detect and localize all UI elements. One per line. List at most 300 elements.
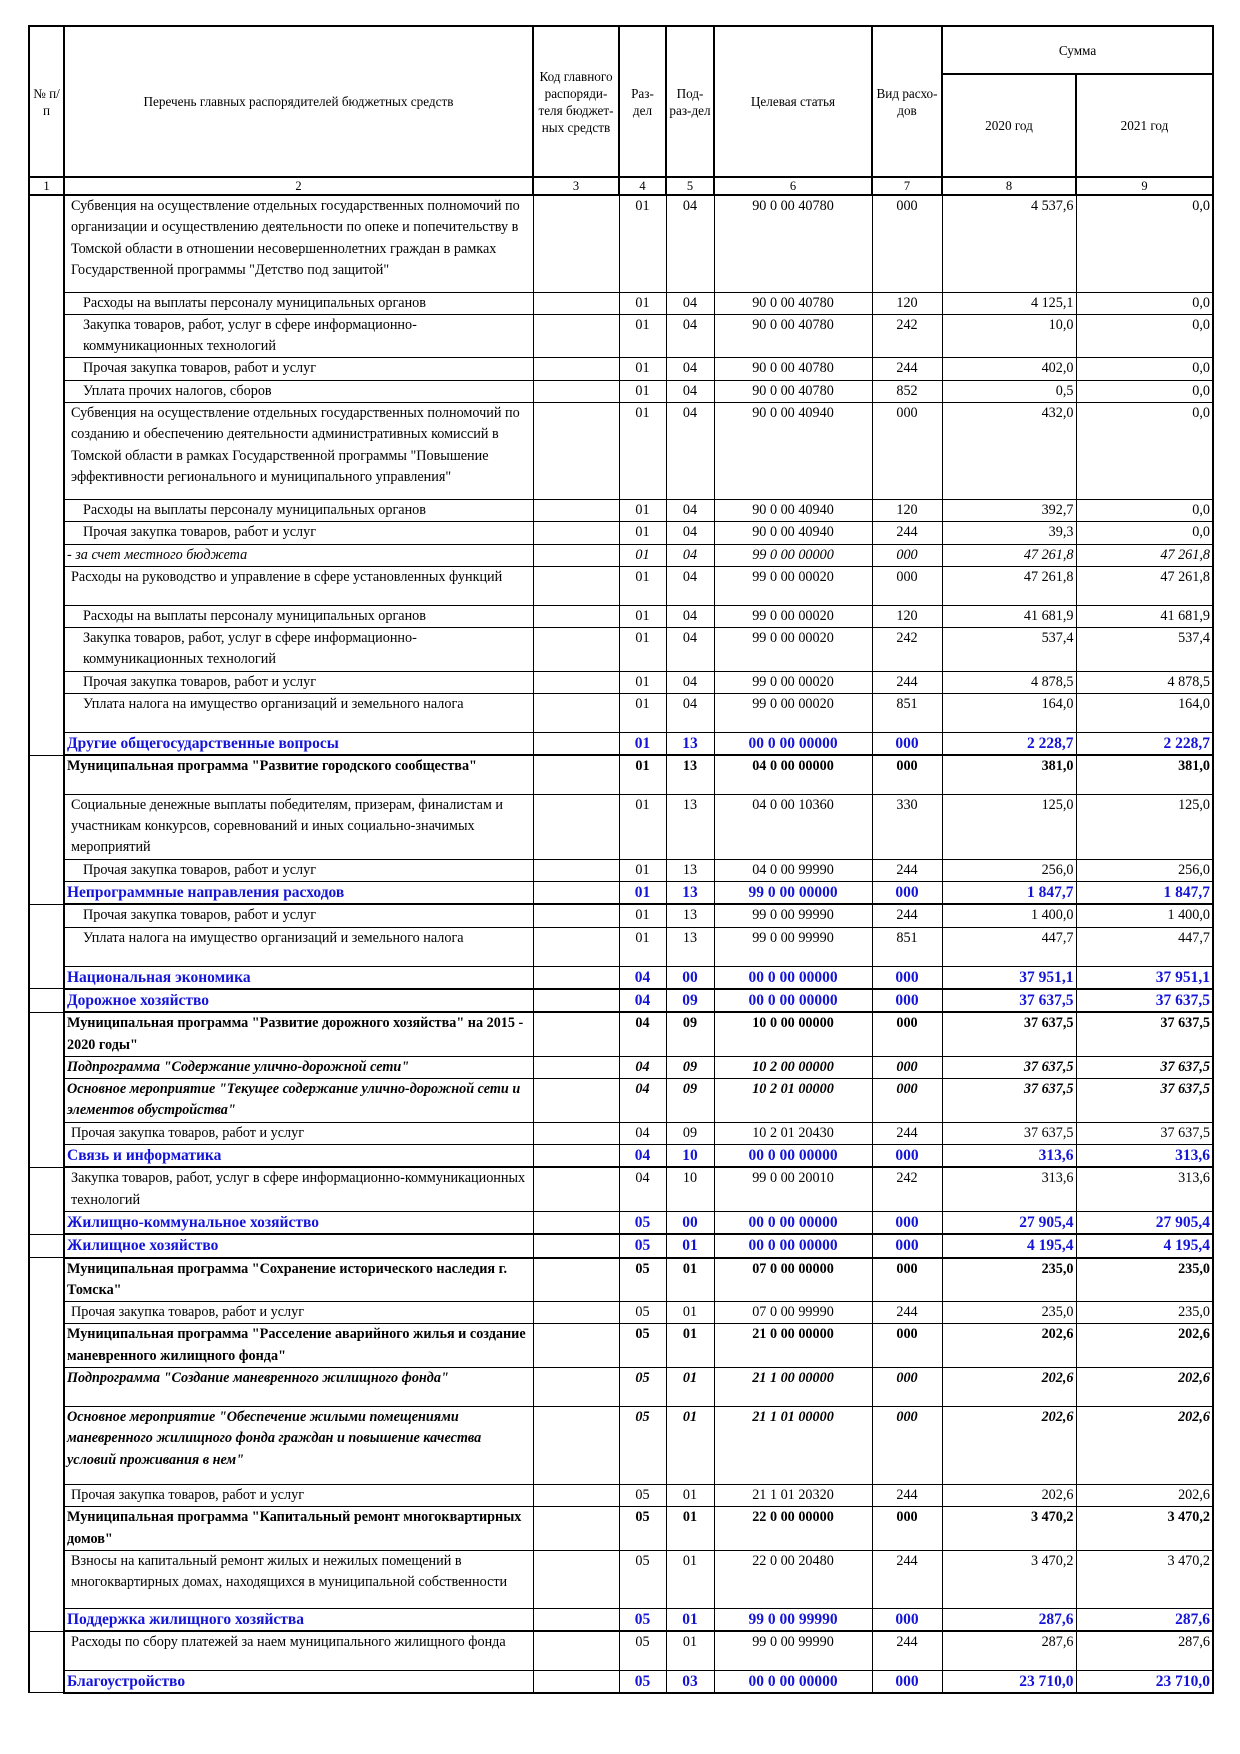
row-2021-cell: 0,0 [1076,358,1213,380]
row-vid-cell: 244 [872,358,942,380]
row-razdel-cell: 05 [619,1367,666,1406]
row-number-cell [29,1302,64,1324]
column-number: 8 [942,177,1076,195]
row-2020-cell: 256,0 [942,859,1076,881]
row-razdel-cell: 01 [619,904,666,927]
table-row [29,566,1213,605]
header-col-vid: Вид расхо-дов [872,26,942,177]
row-podrazdel-cell: 01 [666,1608,714,1631]
row-vid-cell: 000 [872,1507,942,1551]
row-code-cell [533,1507,619,1551]
row-razdel-cell: 01 [619,314,666,358]
row-2020-cell: 2 228,7 [942,733,1076,756]
header-col-target: Целевая статья [714,26,872,177]
row-number-cell [29,499,64,521]
row-code-cell [533,927,619,966]
row-razdel-cell: 01 [619,380,666,402]
row-vid-cell: 244 [872,522,942,544]
row-target-cell: 10 2 01 00000 [714,1079,872,1123]
row-number-cell [29,292,64,314]
row-razdel-cell: 01 [619,195,666,292]
row-podrazdel-cell: 13 [666,859,714,881]
row-code-cell [533,1608,619,1631]
row-2020-cell: 47 261,8 [942,544,1076,566]
header-col-2020: 2020 год [942,74,1076,177]
row-2020-cell: 4 878,5 [942,671,1076,693]
row-2020-cell: 4 537,6 [942,195,1076,292]
row-podrazdel-cell: 01 [666,1484,714,1506]
row-razdel-cell: 05 [619,1507,666,1551]
row-code-cell [533,1484,619,1506]
header-col-number: № п/п [29,26,64,177]
row-razdel-cell: 05 [619,1406,666,1484]
row-podrazdel-cell: 00 [666,966,714,989]
table-row [29,1550,1213,1608]
row-razdel-cell: 01 [619,733,666,756]
row-vid-cell: 244 [872,1484,942,1506]
row-name-cell: Прочая закупка товаров, работ и услуг [64,358,533,380]
row-number-cell [29,402,64,499]
table-row [29,904,1213,927]
row-podrazdel-cell: 09 [666,1056,714,1078]
row-2021-cell: 37 951,1 [1076,966,1213,989]
row-vid-cell: 000 [872,1234,942,1257]
row-vid-cell: 000 [872,195,942,292]
row-vid-cell: 244 [872,1122,942,1144]
row-number-cell [29,1670,64,1693]
row-code-cell [533,1367,619,1406]
row-name-cell: Муниципальная программа "Развитие городского сообщества" [64,755,533,794]
budget-table [28,25,1214,1694]
row-2020-cell: 1 847,7 [942,882,1076,905]
row-razdel-cell: 01 [619,882,666,905]
table-row [29,966,1213,989]
row-target-cell: 99 0 00 00020 [714,566,872,605]
row-number-cell [29,1234,64,1257]
row-podrazdel-cell: 04 [666,694,714,733]
row-code-cell [533,1079,619,1123]
row-razdel-cell: 04 [619,989,666,1012]
row-name-cell: - за счет местного бюджета [64,544,533,566]
row-number-cell [29,1484,64,1506]
header-col-razdel: Раз-дел [619,26,666,177]
row-podrazdel-cell: 04 [666,358,714,380]
row-target-cell: 07 0 00 99990 [714,1302,872,1324]
row-2020-cell: 39,3 [942,522,1076,544]
row-2020-cell: 447,7 [942,927,1076,966]
row-2021-cell: 27 905,4 [1076,1211,1213,1234]
row-vid-cell: 000 [872,1258,942,1302]
row-number-cell [29,628,64,672]
row-2020-cell: 202,6 [942,1484,1076,1506]
row-razdel-cell: 04 [619,1012,666,1056]
row-name-cell: Прочая закупка товаров, работ и услуг [64,671,533,693]
row-code-cell [533,882,619,905]
row-name-cell: Связь и информатика [64,1145,533,1168]
row-2020-cell: 0,5 [942,380,1076,402]
row-vid-cell: 000 [872,1367,942,1406]
row-code-cell [533,1258,619,1302]
row-2021-cell: 125,0 [1076,794,1213,859]
row-podrazdel-cell: 13 [666,794,714,859]
row-podrazdel-cell: 01 [666,1406,714,1484]
row-code-cell [533,966,619,989]
row-razdel-cell: 01 [619,402,666,499]
row-vid-cell: 000 [872,882,942,905]
row-2021-cell: 164,0 [1076,694,1213,733]
row-podrazdel-cell: 04 [666,380,714,402]
table-row [29,927,1213,966]
row-target-cell: 10 2 01 20430 [714,1122,872,1144]
row-podrazdel-cell: 04 [666,314,714,358]
row-code-cell [533,1670,619,1693]
row-2021-cell: 37 637,5 [1076,1122,1213,1144]
row-name-cell: Расходы на выплаты персоналу муниципальных органов [64,605,533,627]
row-razdel-cell: 04 [619,1167,666,1211]
row-razdel-cell: 01 [619,859,666,881]
row-name-cell: Прочая закупка товаров, работ и услуг [64,1484,533,1506]
row-name-cell: Непрограммные направления расходов [64,882,533,905]
row-2021-cell: 37 637,5 [1076,1012,1213,1056]
table-row [29,522,1213,544]
header-col-sum: Сумма [942,26,1213,74]
row-name-cell: Муниципальная программа "Сохранение исторического наследия г. Томска" [64,1258,533,1302]
row-podrazdel-cell: 09 [666,1012,714,1056]
row-2021-cell: 47 261,8 [1076,566,1213,605]
row-target-cell: 21 1 01 00000 [714,1406,872,1484]
table-row [29,1670,1213,1693]
row-razdel-cell: 01 [619,544,666,566]
row-podrazdel-cell: 10 [666,1167,714,1211]
row-vid-cell: 242 [872,1167,942,1211]
row-target-cell: 90 0 00 40940 [714,402,872,499]
table-row [29,989,1213,1012]
table-body [29,195,1213,1693]
row-2021-cell: 202,6 [1076,1406,1213,1484]
row-2020-cell: 202,6 [942,1367,1076,1406]
row-2021-cell: 1 400,0 [1076,904,1213,927]
row-2020-cell: 1 400,0 [942,904,1076,927]
table-row [29,1302,1213,1324]
row-razdel-cell: 01 [619,671,666,693]
table-row [29,1631,1213,1670]
row-target-cell: 21 0 00 00000 [714,1324,872,1368]
row-2021-cell: 0,0 [1076,314,1213,358]
row-number-cell [29,1145,64,1168]
row-2021-cell: 202,6 [1076,1367,1213,1406]
row-code-cell [533,1550,619,1608]
row-podrazdel-cell: 04 [666,566,714,605]
row-vid-cell: 000 [872,989,942,1012]
row-vid-cell: 244 [872,859,942,881]
row-number-cell [29,794,64,859]
row-2020-cell: 37 637,5 [942,1056,1076,1078]
row-2021-cell: 0,0 [1076,402,1213,499]
row-2021-cell: 313,6 [1076,1145,1213,1168]
row-2021-cell: 202,6 [1076,1324,1213,1368]
row-name-cell: Закупка товаров, работ, услуг в сфере информационно-коммуникационных технологий [64,314,533,358]
row-name-cell: Основное мероприятие "Обеспечение жилыми помещениями маневренного жилищного фонда граждан и повышение качества условий проживания в нем" [64,1406,533,1484]
row-number-cell [29,966,64,989]
row-podrazdel-cell: 01 [666,1631,714,1670]
row-podrazdel-cell: 13 [666,882,714,905]
row-podrazdel-cell: 01 [666,1507,714,1551]
row-vid-cell: 120 [872,292,942,314]
row-name-cell: Прочая закупка товаров, работ и услуг [64,859,533,881]
row-number-cell [29,904,64,927]
row-vid-cell: 000 [872,1211,942,1234]
row-number-cell [29,1406,64,1484]
table-row [29,1324,1213,1368]
row-number-cell [29,1631,64,1670]
row-number-cell [29,1608,64,1631]
row-name-cell: Взносы на капитальный ремонт жилых и нежилых помещений в многоквартирных домах, находящихся в муниципальной собственности [64,1550,533,1608]
row-razdel-cell: 01 [619,794,666,859]
row-2021-cell: 3 470,2 [1076,1550,1213,1608]
row-target-cell: 22 0 00 20480 [714,1550,872,1608]
row-2020-cell: 202,6 [942,1406,1076,1484]
row-vid-cell: 242 [872,628,942,672]
column-number: 7 [872,177,942,195]
row-razdel-cell: 04 [619,1056,666,1078]
row-razdel-cell: 01 [619,628,666,672]
row-2021-cell: 37 637,5 [1076,989,1213,1012]
row-2021-cell: 0,0 [1076,380,1213,402]
row-razdel-cell: 01 [619,292,666,314]
row-2021-cell: 537,4 [1076,628,1213,672]
row-razdel-cell: 05 [619,1484,666,1506]
row-2020-cell: 3 470,2 [942,1550,1076,1608]
column-number: 2 [64,177,533,195]
row-razdel-cell: 04 [619,1145,666,1168]
row-name-cell: Дорожное хозяйство [64,989,533,1012]
row-vid-cell: 000 [872,402,942,499]
row-name-cell: Подпрограмма "Содержание улично-дорожной сети" [64,1056,533,1078]
row-name-cell: Жилищно-коммунальное хозяйство [64,1211,533,1234]
table-row [29,859,1213,881]
table-row [29,1484,1213,1506]
row-2020-cell: 164,0 [942,694,1076,733]
row-number-cell [29,755,64,794]
row-target-cell: 22 0 00 00000 [714,1507,872,1551]
row-target-cell: 90 0 00 40780 [714,314,872,358]
row-name-cell: Основное мероприятие "Текущее содержание улично-дорожной сети и элементов обустройства" [64,1079,533,1123]
row-name-cell: Прочая закупка товаров, работ и услуг [64,1302,533,1324]
row-podrazdel-cell: 04 [666,522,714,544]
row-name-cell: Социальные денежные выплаты победителям, призерам, финалистам и участникам конкурсов, соревнований и иных социально-значимых мероприятий [64,794,533,859]
row-podrazdel-cell: 01 [666,1234,714,1257]
table-row [29,292,1213,314]
column-number: 1 [29,177,64,195]
row-number-cell [29,1324,64,1368]
row-name-cell: Уплата налога на имущество организаций и земельного налога [64,694,533,733]
row-target-cell: 90 0 00 40780 [714,292,872,314]
row-2021-cell: 313,6 [1076,1167,1213,1211]
row-2021-cell: 4 195,4 [1076,1234,1213,1257]
table-row [29,1012,1213,1056]
row-2020-cell: 287,6 [942,1608,1076,1631]
row-2021-cell: 0,0 [1076,522,1213,544]
row-podrazdel-cell: 13 [666,904,714,927]
row-code-cell [533,402,619,499]
row-podrazdel-cell: 04 [666,195,714,292]
row-2020-cell: 4 195,4 [942,1234,1076,1257]
row-target-cell: 10 2 00 00000 [714,1056,872,1078]
row-2020-cell: 37 637,5 [942,1122,1076,1144]
column-number-row [29,177,1213,195]
row-2020-cell: 27 905,4 [942,1211,1076,1234]
row-razdel-cell: 01 [619,522,666,544]
row-number-cell [29,314,64,358]
row-podrazdel-cell: 04 [666,671,714,693]
row-code-cell [533,1302,619,1324]
row-2021-cell: 37 637,5 [1076,1056,1213,1078]
row-target-cell: 99 0 00 99990 [714,904,872,927]
row-target-cell: 04 0 00 99990 [714,859,872,881]
row-2021-cell: 1 847,7 [1076,882,1213,905]
row-podrazdel-cell: 13 [666,927,714,966]
row-target-cell: 00 0 00 00000 [714,733,872,756]
row-number-cell [29,859,64,881]
row-2021-cell: 2 228,7 [1076,733,1213,756]
row-target-cell: 21 1 01 20320 [714,1484,872,1506]
row-name-cell: Субвенция на осуществление отдельных государственных полномочий по созданию и обеспечению деятельности административных комиссий в Томской области в рамках Государственной программы "Повышение эффективности регионального и муниципального управления" [64,402,533,499]
table-row [29,314,1213,358]
row-target-cell: 99 0 00 99990 [714,1631,872,1670]
table-row [29,671,1213,693]
row-vid-cell: 000 [872,1012,942,1056]
row-vid-cell: 120 [872,605,942,627]
table-row [29,499,1213,521]
row-podrazdel-cell: 13 [666,755,714,794]
table-row [29,694,1213,733]
row-code-cell [533,733,619,756]
row-code-cell [533,1145,619,1168]
row-2020-cell: 37 951,1 [942,966,1076,989]
row-target-cell: 90 0 00 40780 [714,195,872,292]
row-name-cell: Жилищное хозяйство [64,1234,533,1257]
row-target-cell: 21 1 00 00000 [714,1367,872,1406]
row-name-cell: Расходы на руководство и управление в сфере установленных функций [64,566,533,605]
row-podrazdel-cell: 09 [666,1122,714,1144]
row-target-cell: 99 0 00 99990 [714,1608,872,1631]
row-number-cell [29,380,64,402]
row-name-cell: Прочая закупка товаров, работ и услуг [64,904,533,927]
row-code-cell [533,544,619,566]
column-number: 5 [666,177,714,195]
row-2020-cell: 392,7 [942,499,1076,521]
row-2021-cell: 0,0 [1076,499,1213,521]
table-row [29,402,1213,499]
row-target-cell: 00 0 00 00000 [714,966,872,989]
row-vid-cell: 000 [872,1608,942,1631]
row-2020-cell: 313,6 [942,1145,1076,1168]
row-razdel-cell: 05 [619,1670,666,1693]
table-row [29,1056,1213,1078]
row-vid-cell: 852 [872,380,942,402]
row-vid-cell: 242 [872,314,942,358]
row-target-cell: 99 0 00 00020 [714,671,872,693]
column-number: 3 [533,177,619,195]
row-name-cell: Расходы на выплаты персоналу муниципальных органов [64,499,533,521]
row-name-cell: Другие общегосударственные вопросы [64,733,533,756]
row-number-cell [29,733,64,756]
row-code-cell [533,904,619,927]
row-number-cell [29,882,64,905]
row-razdel-cell: 05 [619,1234,666,1257]
row-razdel-cell: 04 [619,1079,666,1123]
row-number-cell [29,1211,64,1234]
row-number-cell [29,1167,64,1211]
header-col-2021: 2021 год [1076,74,1213,177]
header-col-code: Код главного распоряди-теля бюджет-ных средств [533,26,619,177]
row-razdel-cell: 01 [619,605,666,627]
header-col-name: Перечень главных распорядителей бюджетных средств [64,26,533,177]
row-podrazdel-cell: 04 [666,402,714,499]
row-code-cell [533,1211,619,1234]
row-vid-cell: 000 [872,1056,942,1078]
row-target-cell: 90 0 00 40940 [714,522,872,544]
row-target-cell: 99 0 00 00020 [714,605,872,627]
row-code-cell [533,314,619,358]
table-row [29,605,1213,627]
row-vid-cell: 244 [872,1302,942,1324]
row-2021-cell: 256,0 [1076,859,1213,881]
row-razdel-cell: 01 [619,694,666,733]
row-vid-cell: 244 [872,671,942,693]
row-podrazdel-cell: 04 [666,499,714,521]
row-code-cell [533,989,619,1012]
row-2020-cell: 41 681,9 [942,605,1076,627]
row-2020-cell: 3 470,2 [942,1507,1076,1551]
table-row [29,358,1213,380]
row-code-cell [533,1324,619,1368]
row-number-cell [29,671,64,693]
row-podrazdel-cell: 04 [666,292,714,314]
table-row [29,1079,1213,1123]
row-number-cell [29,195,64,292]
table-row [29,794,1213,859]
row-2020-cell: 313,6 [942,1167,1076,1211]
row-target-cell: 00 0 00 00000 [714,1234,872,1257]
row-2021-cell: 23 710,0 [1076,1670,1213,1693]
column-number: 6 [714,177,872,195]
table-row [29,1122,1213,1144]
table-row [29,733,1213,756]
row-target-cell: 10 0 00 00000 [714,1012,872,1056]
table-row [29,1367,1213,1406]
row-target-cell: 99 0 00 00000 [714,882,872,905]
row-vid-cell: 000 [872,566,942,605]
row-2020-cell: 37 637,5 [942,989,1076,1012]
row-name-cell: Уплата прочих налогов, сборов [64,380,533,402]
row-number-cell [29,1079,64,1123]
row-2020-cell: 10,0 [942,314,1076,358]
row-code-cell [533,1234,619,1257]
row-code-cell [533,859,619,881]
row-2021-cell: 287,6 [1076,1608,1213,1631]
row-code-cell [533,566,619,605]
row-name-cell: Благоустройство [64,1670,533,1693]
table-row [29,195,1213,292]
row-razdel-cell: 01 [619,358,666,380]
row-vid-cell: 244 [872,1631,942,1670]
row-name-cell: Муниципальная программа "Капитальный ремонт многоквартирных домов" [64,1507,533,1551]
row-number-cell [29,1122,64,1144]
row-name-cell: Прочая закупка товаров, работ и услуг [64,522,533,544]
row-2020-cell: 202,6 [942,1324,1076,1368]
table-row [29,1608,1213,1631]
